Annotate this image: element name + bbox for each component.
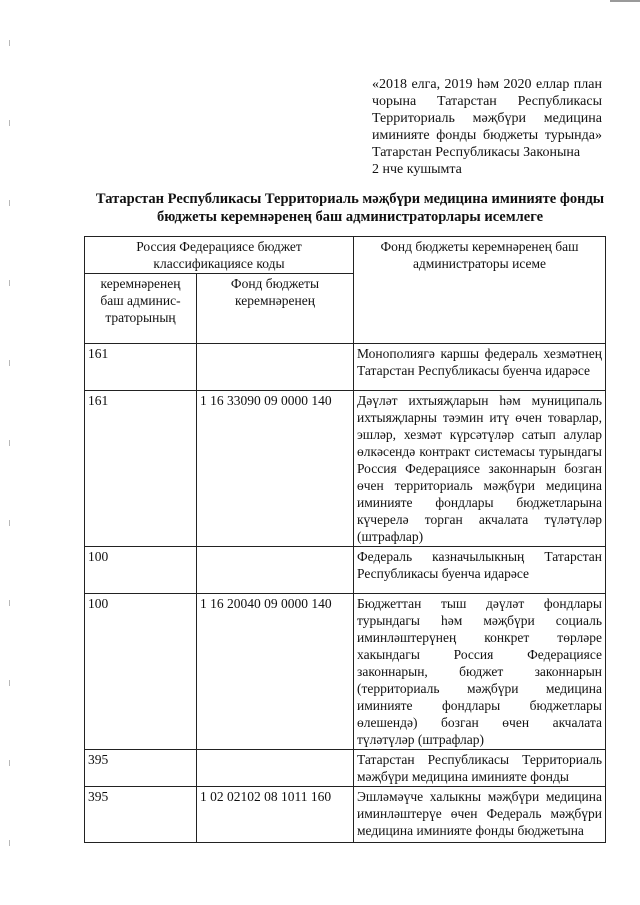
- document-title-line: бюджеты керемнәренең баш администраторлары исемлеге: [156, 209, 544, 225]
- cell-admin-name: Татарстан Республикасы Территориаль мәҗбүри медицина иминияте фонды: [354, 750, 606, 787]
- header-revenue-code: Фонд бюджеты керемнәренең: [197, 274, 354, 344]
- margin-mark: [9, 120, 10, 126]
- margin-mark: [9, 760, 10, 766]
- appendix-note-line: иминияте фонды бюджеты турында»: [372, 128, 602, 143]
- cell-admin-code: 395: [85, 787, 197, 843]
- cell-admin-name: Дәүләт ихтыяҗларын һәм муниципаль ихтыяҗларны тәэмин итү өчен товарлар, эшләр, хезмәт күрсәтүләр сатып алулар өлкәсендә контракт системасы турындагы Россия Федерациясе законнарын бозган өчен территориаль мәҗбүри медицина иминияте фондлары бюджетларына күчерелә торган акчалата түләтүләр (штрафлар): [354, 391, 606, 547]
- cell-admin-name: Бюджеттан тыш дәүләт фондлары турындагы һәм мәҗбүри социаль иминләштерүнең конкрет төрләре хакындагы Россия Федерациясе законнарын, бюджет законнарын (территориаль мәҗбүри медицина иминияте фондлары бюджетлары өлешендә) бозган өчен акчалата түләтүләр (штрафлар): [354, 594, 606, 750]
- header-admin-code: керемнәренең баш админис- траторының: [85, 274, 197, 344]
- cell-admin-name: Федераль казначылыкның Татарстан Республикасы буенча идарәсе: [354, 547, 606, 594]
- cell-revenue-code: 1 02 02102 08 1011 160: [197, 787, 354, 843]
- appendix-note-line: «2018 елга, 2019 һәм 2020 еллар план: [372, 77, 602, 92]
- cell-admin-code: 100: [85, 594, 197, 750]
- table-row: [85, 787, 606, 843]
- appendix-note-line: Татарстан Республикасы Законына: [372, 145, 581, 160]
- header-classification-group: Россия Федерациясе бюджет классификациясе коды: [85, 237, 354, 274]
- corner-mark: [610, 0, 640, 2]
- table-row: [85, 344, 606, 391]
- cell-admin-code: 161: [85, 391, 197, 547]
- cell-revenue-code: [197, 344, 354, 391]
- margin-mark: [9, 280, 10, 286]
- margin-mark: [9, 440, 10, 446]
- appendix-note: [372, 76, 602, 178]
- cell-admin-code: 100: [85, 547, 197, 594]
- appendix-note-line: 2 нче кушымта: [372, 162, 462, 177]
- margin-mark: [9, 40, 10, 46]
- document-title-line: Татарстан Республикасы Территориаль мәҗбүри медицина иминияте фонды: [95, 191, 605, 207]
- margin-mark: [9, 520, 10, 526]
- cell-revenue-code: 1 16 33090 09 0000 140: [197, 391, 354, 547]
- margin-mark: [9, 360, 10, 366]
- cell-revenue-code: 1 16 20040 09 0000 140: [197, 594, 354, 750]
- table-header-row: [85, 237, 606, 274]
- table-row: [85, 547, 606, 594]
- table-row: [85, 391, 606, 547]
- margin-mark: [9, 680, 10, 686]
- cell-admin-code: 395: [85, 750, 197, 787]
- appendix-note-line: Территориаль мәҗбүри медицина: [372, 111, 602, 126]
- document-title: [60, 190, 640, 226]
- cell-revenue-code: [197, 750, 354, 787]
- administrators-table: [84, 236, 606, 843]
- header-admin-name: Фонд бюджеты керемнәренең баш администраторы исеме: [354, 237, 606, 344]
- table-row: [85, 750, 606, 787]
- table-row: [85, 594, 606, 750]
- cell-admin-code: 161: [85, 344, 197, 391]
- cell-admin-name: Эшләмәүче халыкны мәҗбүри медицина иминләштерүе өчен Федераль мәҗбүри медицина иминияте фонды бюджетына: [354, 787, 606, 843]
- cell-admin-name: Монополиягә каршы федераль хезмәтнең Татарстан Республикасы буенча идарәсе: [354, 344, 606, 391]
- cell-revenue-code: [197, 547, 354, 594]
- appendix-note-line: чорына Татарстан Республикасы: [372, 94, 602, 109]
- margin-mark: [9, 600, 10, 606]
- margin-mark: [9, 840, 10, 846]
- margin-mark: [9, 200, 10, 206]
